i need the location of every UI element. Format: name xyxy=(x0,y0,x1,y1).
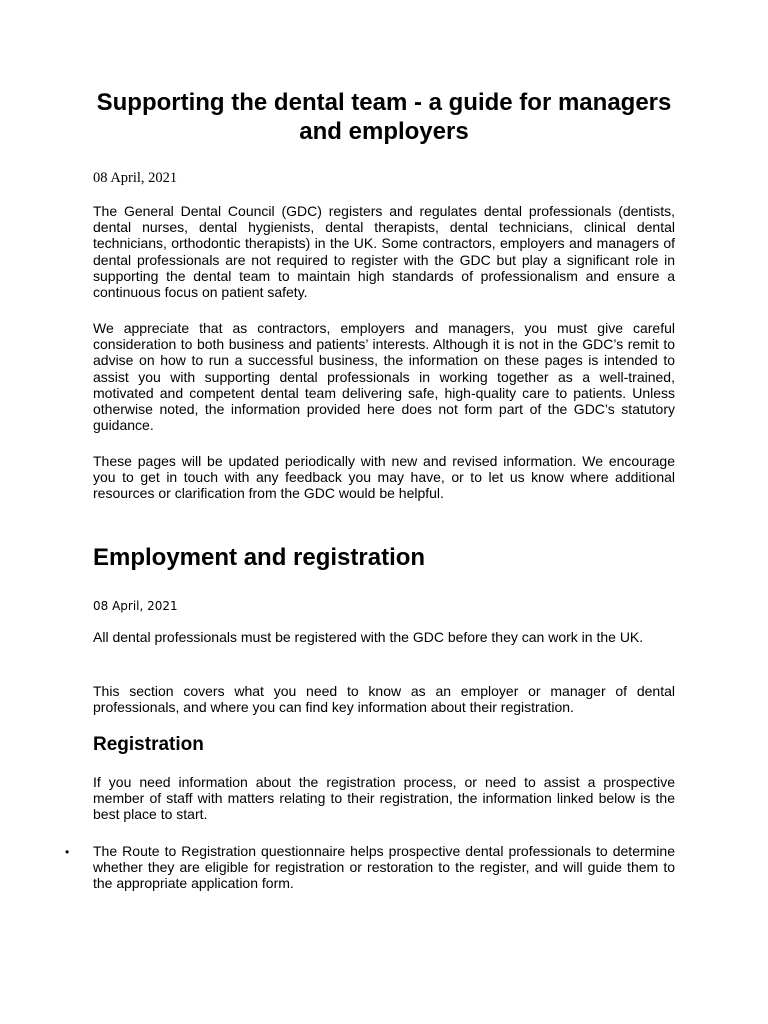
bullet-text: The Route to Registration questionnaire helps prospective dental professionals to determine whether they are eligible for registration or restoration to the register, and will guide them to the appropriate application form. xyxy=(93,843,675,892)
intro-paragraph-3: These pages will be updated periodically with new and revised information. We encourage you to get in touch with any feedback you may have, or to let us know where additional resources or clarification from the GDC would be helpful. xyxy=(93,453,675,502)
bullet-marker: • xyxy=(65,845,70,859)
document-title: Supporting the dental team - a guide for managers and employers xyxy=(96,89,672,145)
document-date: 08 April, 2021 xyxy=(93,170,178,186)
registration-heading: Registration xyxy=(93,734,204,755)
employment-paragraph-1: All dental professionals must be registered with the GDC before they can work in the UK. xyxy=(93,629,644,645)
employment-heading: Employment and registration xyxy=(93,544,426,571)
intro-paragraph-2: We appreciate that as contractors, employers and managers, you must give careful consideration to both business and patients’ interests. Although it is not in the GDC’s remit to advise on how to run a successful business, the information on these pages is intended to assist you with supporting dental professionals in working together as a well-trained, motivated and competent dental team delivering safe, high-quality care to patients. Unless otherwise noted, the information provided here does not form part of the GDC’s statutory guidance. xyxy=(93,320,675,434)
intro-paragraph-1: The General Dental Council (GDC) registers and regulates dental professionals (dentists, dental nurses, dental hygienists, dental therapists, dental technicians, clinical dental technicians, orthodontic therapists) in the UK. Some contractors, employers and managers of dental professionals are not required to register with the GDC but play a significant role in supporting the dental team to maintain high standards of professionalism and ensure a continuous focus on patient safety. xyxy=(93,203,675,301)
employment-paragraph-2: This section covers what you need to know as an employer or manager of dental professionals, and where you can find key information about their registration. xyxy=(93,683,675,716)
registration-paragraph: If you need information about the registration process, or need to assist a prospective member of staff with matters relating to their registration, the information linked below is the best place to start. xyxy=(93,774,675,823)
employment-date: 08 April, 2021 xyxy=(93,599,178,613)
